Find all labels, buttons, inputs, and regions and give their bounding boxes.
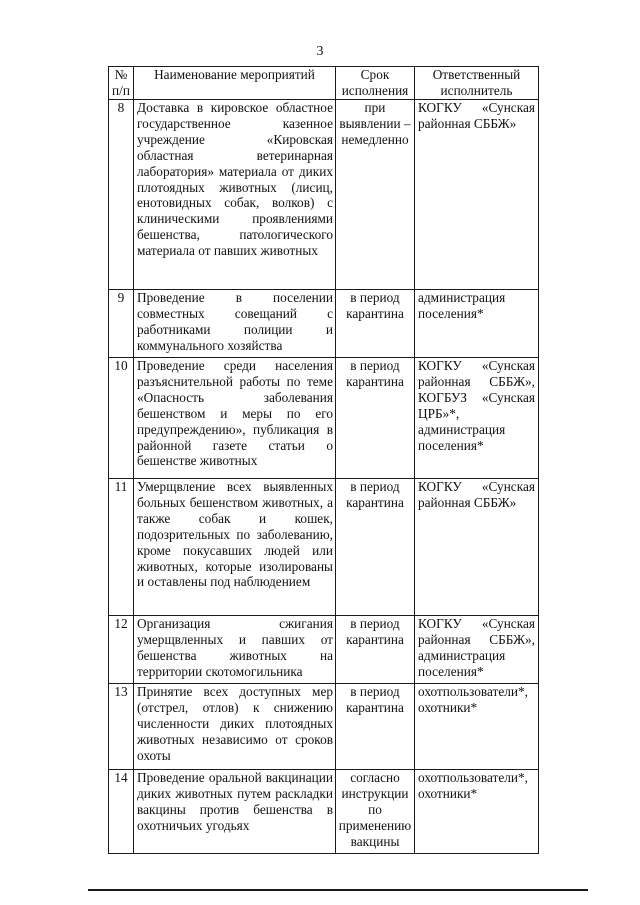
row-num: 13: [109, 684, 134, 770]
row-term: в период карантина: [336, 616, 415, 684]
row-name: Проведение среди населения разъяснительной работы по теме «Опасность заболевания бешенством и меры по его предупреждению», публикация в районной газете статьи о бешенстве животных: [134, 358, 336, 479]
row-name: Организация сжигания умерщвленных и павших от бешенства животных на территории скотомогильника: [134, 616, 336, 684]
measures-table: [108, 66, 539, 854]
row-term: в период карантина: [336, 290, 415, 358]
row-responsible: охотпользователи*, охотники*: [415, 684, 539, 770]
table-row: [109, 358, 539, 479]
row-responsible: администрация поселения*: [415, 290, 539, 358]
page-number: 3: [316, 44, 324, 59]
row-name: Проведение оральной вакцинации диких животных путем раскладки вакцины против бешенства в охотничьих угодьях: [134, 770, 336, 854]
bottom-divider: [88, 889, 588, 891]
row-responsible: КОГКУ «Сунская районная СББЖ»: [415, 479, 539, 616]
row-name: Проведение в поселении совместных совещаний с работниками полиции и коммунального хозяйства: [134, 290, 336, 358]
row-term: в период карантина: [336, 358, 415, 479]
row-term: согласно инструкции по применению вакцины: [336, 770, 415, 854]
header-responsible: Ответственный исполнитель: [415, 67, 539, 100]
table-row: [109, 290, 539, 358]
row-responsible: КОГКУ «Сунская районная СББЖ», администрация поселения*: [415, 616, 539, 684]
table-header-row: [109, 67, 539, 100]
header-term: Срок исполнения: [336, 67, 415, 100]
table-row: [109, 100, 539, 290]
row-name: Принятие всех доступных мер (отстрел, отлов) к снижению численности диких плотоядных животных независимо от сроков охоты: [134, 684, 336, 770]
row-num: 10: [109, 358, 134, 479]
header-num: № п/п: [109, 67, 134, 100]
row-num: 8: [109, 100, 134, 290]
row-num: 14: [109, 770, 134, 854]
table-row: [109, 616, 539, 684]
row-name: Доставка в кировское областное государственное казенное учреждение «Кировская областная ветеринарная лаборатория» материала от диких плотоядных животных (лисиц, енотовидных собак, волков) с клиническими проявлениями бешенства, патологического материала от павших животных: [134, 100, 336, 290]
row-responsible: КОГКУ «Сунская районная СББЖ»: [415, 100, 539, 290]
row-num: 12: [109, 616, 134, 684]
row-num: 9: [109, 290, 134, 358]
row-responsible: охотпользователи*, охотники*: [415, 770, 539, 854]
table-row: [109, 770, 539, 854]
row-num: 11: [109, 479, 134, 616]
row-name: Умерщвление всех выявленных больных бешенством животных, а также собак и кошек, подозрительных по заболеванию, кроме покусавших людей или животных, которые изолированы и оставлены под наблюдением: [134, 479, 336, 616]
row-term: в период карантина: [336, 479, 415, 616]
row-responsible: КОГКУ «Сунская районная СББЖ», КОГБУЗ «Сунская ЦРБ»*, администрация поселения*: [415, 358, 539, 479]
header-name: Наименование мероприятий: [134, 67, 336, 100]
table-row: [109, 684, 539, 770]
row-term: в период карантина: [336, 684, 415, 770]
row-term: при выявлении – немедленно: [336, 100, 415, 290]
table-row: [109, 479, 539, 616]
